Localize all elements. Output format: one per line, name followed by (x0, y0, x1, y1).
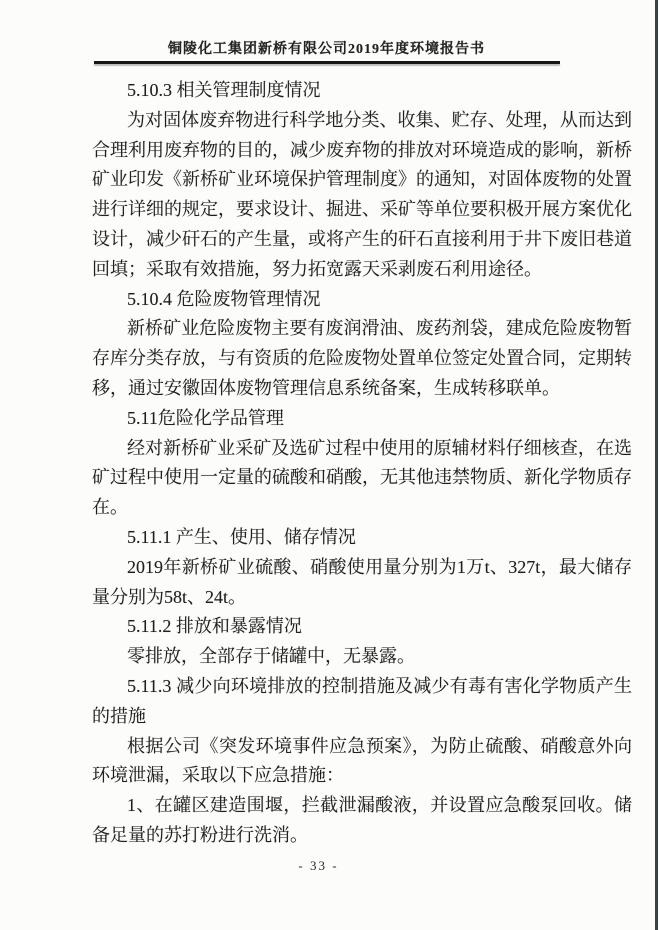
text-line: 量分别为58t、24t。 (92, 586, 247, 607)
heading-line: 的措施 (92, 705, 146, 726)
heading-line: 5.11.3 减少向环境排放的控制措施及减少有毒有害化学物质产生 (127, 675, 632, 696)
section-heading (92, 76, 632, 106)
heading-line: 5.11.1 产生、使用、储存情况 (127, 526, 356, 547)
section-heading (92, 404, 632, 434)
page-header-title: 铜陵化工集团新桥有限公司2019年度环境报告书 (168, 42, 485, 57)
paragraph (92, 732, 632, 792)
text-line: 进行详细的规定，要求设计、掘进、采矿等单位要积极开展方案优化 (92, 199, 632, 220)
text-line: 存库分类存放，与有资质的危险废物处置单位签定处置合同，定期转 (92, 348, 632, 369)
paragraph (92, 553, 632, 613)
page-number: - 33 - (298, 858, 339, 873)
text-line: 矿过程中使用一定量的硫酸和硝酸，无其他违禁物质、新化学物质存 (92, 467, 632, 488)
paragraph (92, 314, 632, 403)
section-heading (92, 612, 632, 642)
section-heading (92, 672, 632, 732)
paragraph (92, 642, 632, 672)
heading-line: 5.11.2 排放和暴露情况 (127, 616, 302, 637)
text-line: 回填；采取有效措施，努力拓宽露天采剥废石利用途径。 (92, 258, 542, 279)
text-line: 1、在罐区建造围堰，拦截泄漏酸液，并设置应急酸泵回收。储 (127, 795, 632, 816)
text-line: 环境泄漏，采取以下应急措施： (92, 765, 344, 786)
text-line: 移，通过安徽固体废物管理信息系统备案，生成转移联单。 (92, 377, 560, 398)
section-heading (92, 523, 632, 553)
text-line: 零排放，全部存于储罐中，无暴露。 (127, 646, 415, 667)
text-line: 为对固体废弃物进行科学地分类、收集、贮存、处理，从而达到 (127, 109, 632, 130)
text-line: 设计，减少矸石的产生量，或将产生的矸石直接利用于井下废旧巷道 (92, 228, 632, 249)
paragraph (92, 106, 632, 285)
text-line: 合理利用废弃物的目的，减少废弃物的排放对环境造成的影响，新桥 (92, 139, 632, 160)
heading-line: 5.10.3 相关管理制度情况 (127, 80, 321, 100)
document-body (92, 76, 632, 851)
text-line: 2019年新桥矿业硫酸、硝酸使用量分别为1万t、327t，最大储存 (127, 556, 632, 577)
text-line: 新桥矿业危险废物主要有废润滑油、废药剂袋，建成危险废物暂 (127, 318, 632, 339)
paragraph (92, 791, 632, 851)
text-line: 经对新桥矿业采矿及选矿过程中使用的原辅材料仔细核查，在选 (127, 437, 632, 458)
page-footer (0, 858, 637, 874)
text-line: 根据公司《突发环境事件应急预案》，为防止硫酸、硝酸意外向 (127, 735, 632, 756)
paragraph (92, 434, 632, 523)
text-line: 在。 (92, 497, 128, 518)
scan-edge-line (655, 0, 658, 930)
text-line: 矿业印发《新桥矿业环境保护管理制度》的通知，对固体废物的处置 (92, 169, 632, 190)
heading-line: 5.10.4 危险废物管理情况 (127, 288, 321, 309)
heading-line: 5.11危险化学品管理 (127, 407, 284, 428)
header-rule (94, 61, 560, 64)
text-line: 备足量的苏打粉进行洗消。 (92, 824, 308, 845)
section-heading (92, 285, 632, 315)
